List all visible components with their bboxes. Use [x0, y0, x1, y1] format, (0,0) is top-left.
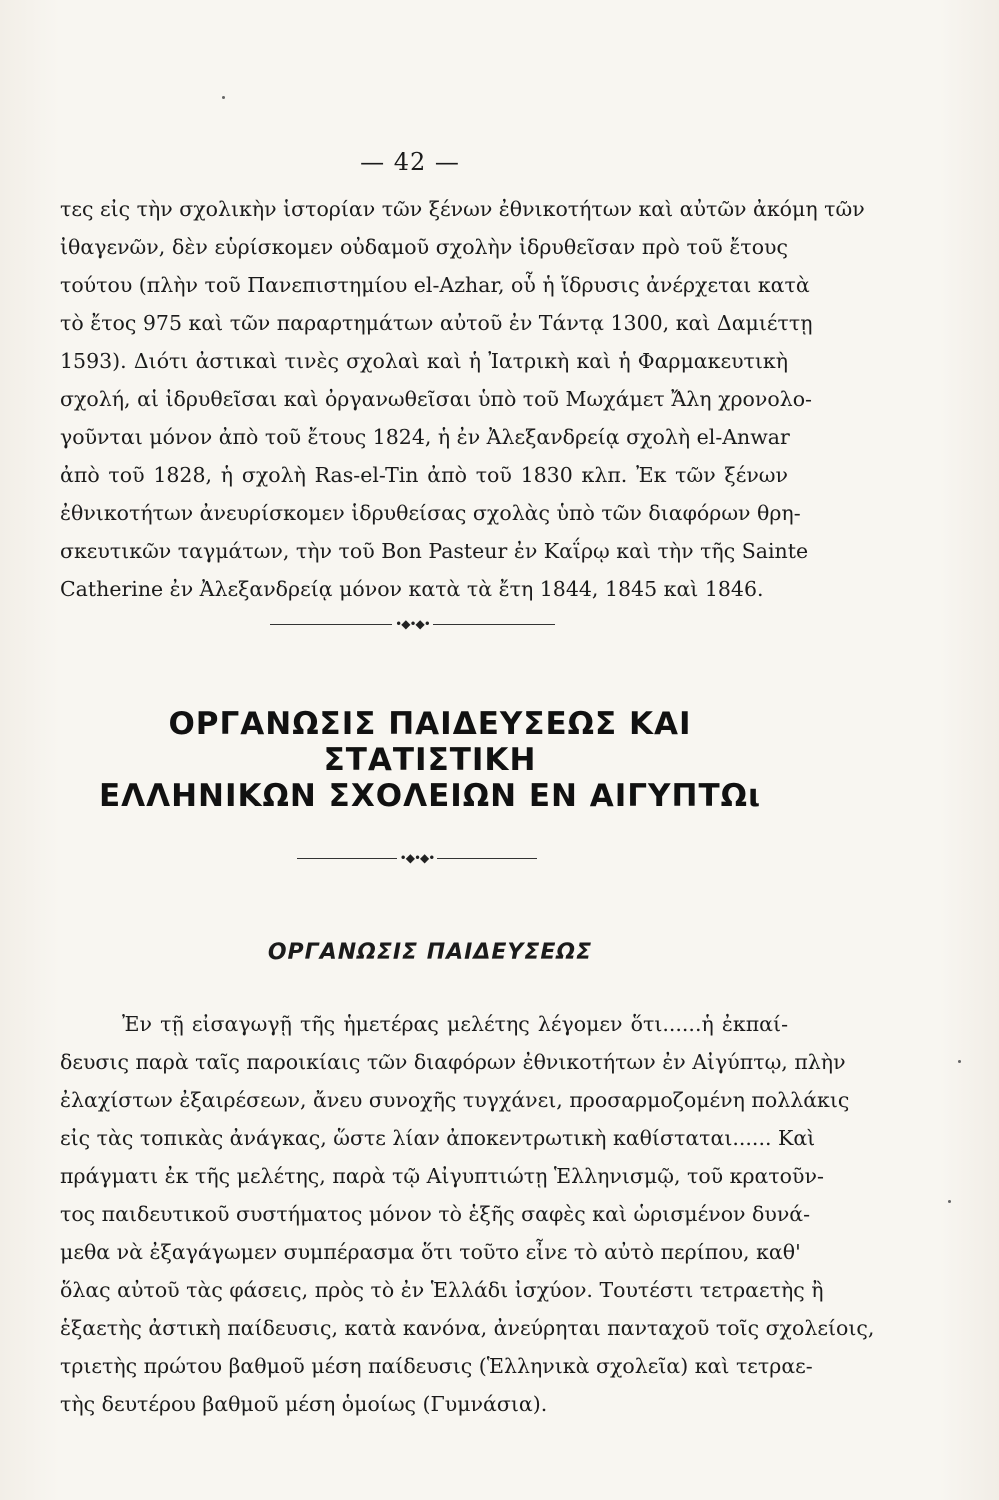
text-line: Ἐν τῇ εἰσαγωγῇ τῆς ἡμετέρας μελέτης λέγομεν ὅτι......ἡ ἐκπαί- — [122, 1012, 788, 1036]
text-line: ἐλαχίστων ἐξαιρέσεων, ἄνευ συνοχῆς τυγχάνει, προσαρμοζομένη πολλάκις — [60, 1088, 850, 1112]
main-title-line-1: ΟΡΓΑΝΩΣΙΣ ΠΑΙΔΕΥΣΕΩΣ ΚΑΙ ΣΤΑΤΙΣΤΙΚΗ — [168, 706, 692, 778]
text-line: ἐθνικοτήτων ἀνευρίσκομεν ἱδρυθείσας σχολὰς ὑπὸ τῶν διαφόρων θρη- — [60, 501, 801, 525]
text-line: ὅλας αὐτοῦ τὰς φάσεις, πρὸς τὸ ἐν Ἑλλάδι ἰσχύον. Τουτέστι τετραετὴς ἢ — [60, 1278, 824, 1302]
text-line: 1593). Διότι ἀστικαὶ τινὲς σχολαὶ καὶ ἡ Ἰατρικὴ καὶ ἡ Φαρμακευτικὴ — [60, 349, 788, 373]
text-line: τούτου (πλὴν τοῦ Πανεπιστημίου el-Azhar, οὗ ἡ ἵδρυσις ἀνέρχεται κατὰ — [60, 273, 810, 297]
text-line: ἑξαετὴς ἀστικὴ παίδευσις, κατὰ κανόνα, ἀνεύρηται πανταχοῦ τοῖς σχολείοις, — [60, 1316, 875, 1340]
text-line: γοῦνται μόνον ἀπὸ τοῦ ἔτους 1824, ἡ ἐν Ἀλεξανδρείᾳ σχολὴ el-Anwar — [60, 425, 790, 449]
text-line: τὴς δευτέρου βαθμοῦ μέση ὁμοίως (Γυμνάσια). — [60, 1392, 548, 1416]
section-title: ΟΡΓΑΝΩΣΙΣ ΠΑΙΔΕΥΣΕΩΣ — [267, 940, 593, 965]
text-line: Catherine ἐν Ἀλεξανδρείᾳ μόνον κατὰ τὰ ἔτη 1844, 1845 καὶ 1846. — [60, 577, 764, 601]
divider-rule — [297, 858, 397, 859]
text-line: σχολή, αἱ ἱδρυθεῖσαι καὶ ὀργανωθεῖσαι ὑπὸ τοῦ Μωχάμετ Ἄλη χρονολο- — [60, 387, 812, 411]
ornament-divider — [297, 852, 537, 864]
text-line: δευσις παρὰ ταῖς παροικίαις τῶν διαφόρων ἐθνικοτήτων ἐν Αἰγύπτῳ, πλὴν — [60, 1050, 846, 1074]
ornament-glyph: •◆•◆• — [395, 617, 430, 631]
ornament-glyph: •◆•◆• — [399, 851, 435, 865]
text-line: τες εἰς τὴν σχολικὴν ἱστορίαν τῶν ξένων ἐθνικοτήτων καὶ αὐτῶν ἀκόμη τῶν — [60, 197, 865, 221]
text-line: τὸ ἔτος 975 καὶ τῶν παραρτημάτων αὐτοῦ ἐν Τάντᾳ 1300, καὶ Δαμιέττῃ — [60, 311, 813, 335]
text-line: μεθα νὰ ἐξαγάγωμεν συμπέρασμα ὅτι τοῦτο εἶνε τὸ αὐτὸ περίπου, καθ' — [60, 1240, 801, 1264]
text-line: εἰς τὰς τοπικὰς ἀνάγκας, ὥστε λίαν ἀποκεντρωτικὴ καθίσταται...... Καὶ — [60, 1126, 816, 1150]
text-line: τος παιδευτικοῦ συστήματος μόνον τὸ ἑξῆς σαφὲς καὶ ὡρισμένον δυνά- — [60, 1202, 811, 1226]
text-line: ἀπὸ τοῦ 1828, ἡ σχολὴ Ras-el-Tin ἀπὸ τοῦ 1830 κλπ. Ἐκ τῶν ξένων — [60, 463, 788, 487]
paper-speck — [958, 1060, 961, 1063]
divider-rule — [270, 624, 392, 625]
top-paragraph — [60, 190, 865, 608]
ornament-divider — [270, 618, 555, 630]
paper-speck — [948, 1200, 951, 1203]
page-number: — 42 — — [360, 148, 460, 176]
text-line: τριετὴς πρώτου βαθμοῦ μέση παίδευσις (Ἑλληνικὰ σχολεῖα) καὶ τετραε- — [60, 1354, 813, 1378]
bottom-paragraph — [60, 1005, 875, 1423]
text-line: σκευτικῶν ταγμάτων, τὴν τοῦ Bon Pasteur ἐν Καΐρῳ καὶ τὴν τῆς Sainte — [60, 539, 809, 563]
divider-rule — [437, 858, 537, 859]
text-line: ἰθαγενῶν, δὲν εὑρίσκομεν οὐδαμοῦ σχολὴν ἱδρυθεῖσαν πρὸ τοῦ ἔτους — [60, 235, 788, 259]
main-title-line-2: ΕΛΛΗΝΙΚΩΝ ΣΧΟΛΕΙΩΝ ΕΝ ΑΙΓΥΠΤΩι — [98, 778, 762, 814]
paper-speck — [222, 96, 225, 99]
text-line: πράγματι ἐκ τῆς μελέτης, παρὰ τῷ Αἰγυπτιώτῃ Ἑλληνισμῷ, τοῦ κρατοῦν- — [60, 1164, 824, 1188]
divider-rule — [433, 624, 555, 625]
